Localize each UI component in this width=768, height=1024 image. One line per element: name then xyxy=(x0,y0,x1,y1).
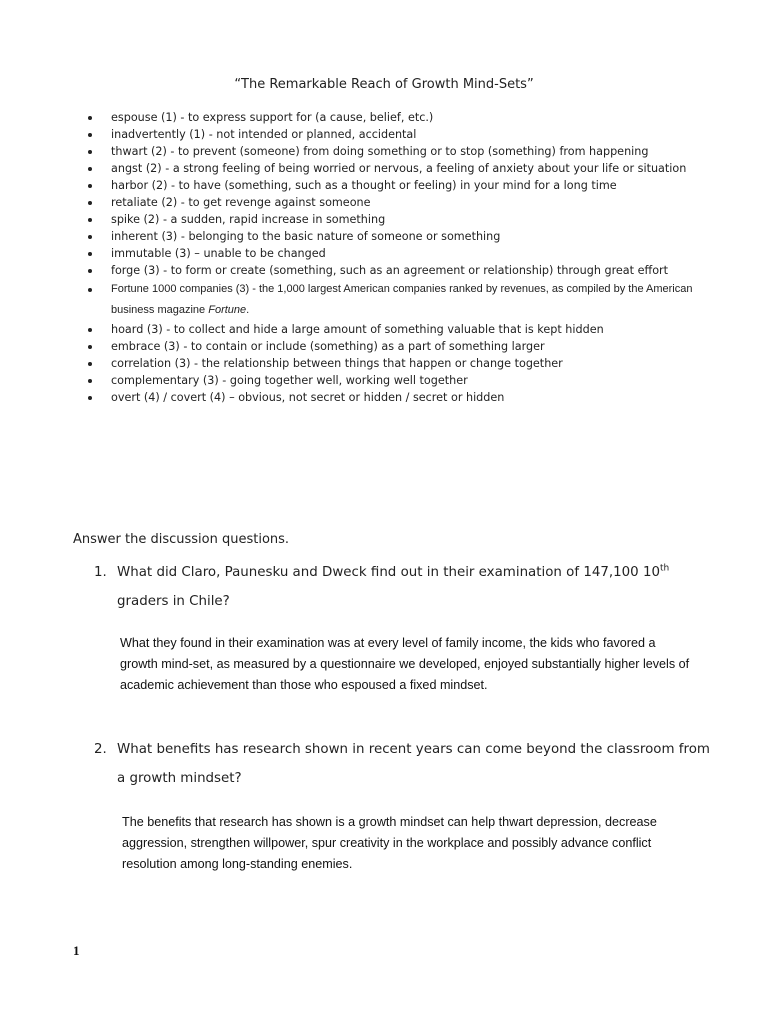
vocab-item: retaliate (2) - to get revenge against someone xyxy=(88,194,708,211)
vocab-item-end: . xyxy=(246,304,250,316)
vocab-item: hoard (3) - to collect and hide a large amount of something valuable that is kept hidden xyxy=(88,321,708,338)
vocab-item: complementary (3) - going together well, working well together xyxy=(88,372,708,389)
vocab-item: forge (3) - to form or create (something, such as an agreement or relationship) through great effort xyxy=(88,262,708,279)
page-number: 1 xyxy=(73,943,80,958)
vocab-item xyxy=(88,279,708,321)
question-text: What benefits has research shown in recent years can come beyond the classroom from a growth mindset? xyxy=(117,742,710,786)
vocab-item: angst (2) - a strong feeling of being worried or nervous, a feeling of anxiety about your life or situation xyxy=(88,160,708,177)
question-number: 2. xyxy=(94,742,107,757)
question-text-part: graders in Chile? xyxy=(117,594,230,609)
question-superscript: th xyxy=(660,563,670,574)
question-2 xyxy=(94,735,714,793)
vocab-item: correlation (3) - the relationship between things that happen or change together xyxy=(88,355,708,372)
question-1 xyxy=(94,558,714,616)
answer-2: The benefits that research has shown is a growth mindset can help thwart depression, decrease aggression, strengthen willpower, spur creativity in the workplace and possibly advance conflict resolution among long-standing enemies. xyxy=(122,815,657,871)
vocab-item-italic: Fortune xyxy=(208,304,247,316)
document-title: “The Remarkable Reach of Growth Mind-Sets” xyxy=(234,77,534,92)
vocab-item: embrace (3) - to contain or include (something) as a part of something larger xyxy=(88,338,708,355)
question-text xyxy=(94,558,714,616)
vocabulary-list xyxy=(88,109,708,406)
vocab-item: espouse (1) - to express support for (a cause, belief, etc.) xyxy=(88,109,708,126)
vocab-item: spike (2) - a sudden, rapid increase in something xyxy=(88,211,708,228)
answer-1: What they found in their examination was at every level of family income, the kids who favored a growth mind-set, as measured by a questionnaire we developed, enjoyed substantially higher levels of academic achievement than those who espoused a fixed mindset. xyxy=(120,636,690,692)
vocab-item: inherent (3) - belonging to the basic nature of someone or something xyxy=(88,228,708,245)
question-text-part: What did Claro, Paunesku and Dweck find out in their examination of 147,100 10 xyxy=(117,565,660,580)
vocab-item: inadvertently (1) - not intended or planned, accidental xyxy=(88,126,708,143)
vocab-item-text: Fortune 1000 companies (3) - the 1,000 largest American companies ranked by revenues, as compiled by the American business magazine xyxy=(111,283,693,316)
vocab-item: harbor (2) - to have (something, such as a thought or feeling) in your mind for a long time xyxy=(88,177,708,194)
vocab-item: overt (4) / covert (4) – obvious, not secret or hidden / secret or hidden xyxy=(88,389,708,406)
vocab-item: thwart (2) - to prevent (someone) from doing something or to stop (something) from happening xyxy=(88,143,708,160)
vocab-item: immutable (3) – unable to be changed xyxy=(88,245,708,262)
instructions: Answer the discussion questions. xyxy=(73,532,290,547)
question-number: 1. xyxy=(94,565,107,580)
